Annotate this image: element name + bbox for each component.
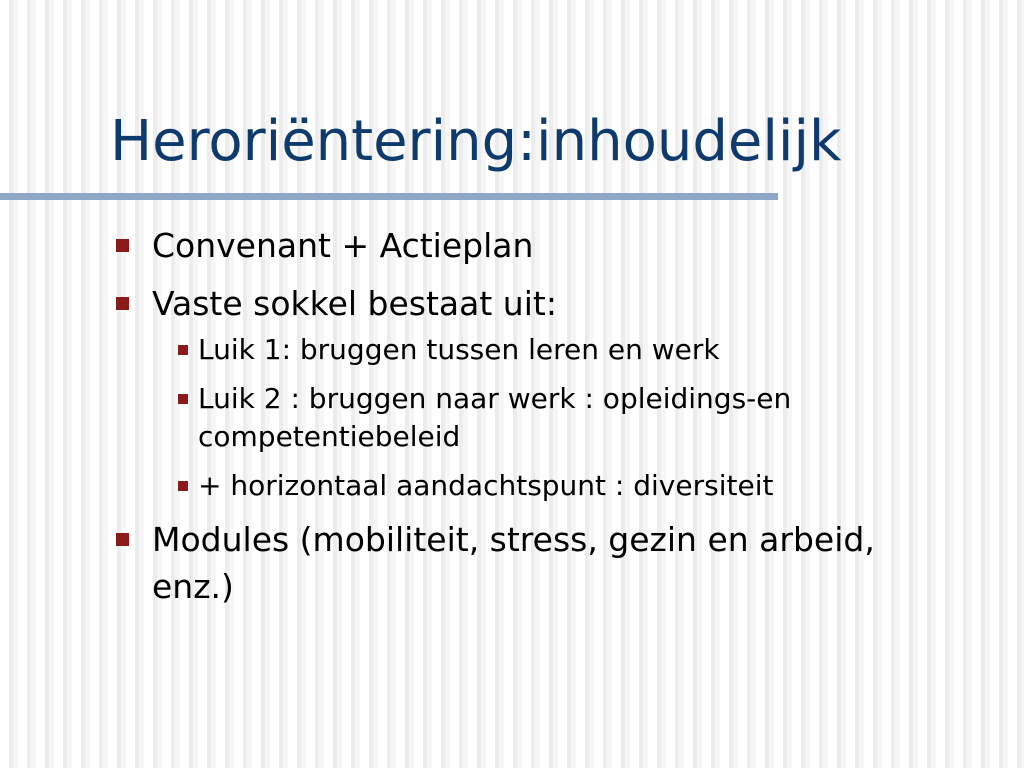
bullet-text: Convenant + Actieplan (152, 226, 534, 265)
sub-bullet-list (162, 331, 916, 505)
bullet-item (116, 516, 916, 610)
square-bullet-icon (116, 533, 129, 546)
square-bullet-icon (116, 239, 129, 252)
square-bullet-icon (178, 481, 188, 491)
bullet-text: Vaste sokkel bestaat uit: (152, 284, 557, 323)
sub-bullet-text: + horizontaal aandachtspunt : diversiteit (198, 469, 774, 502)
square-bullet-icon (178, 345, 188, 355)
bullet-list (116, 222, 916, 621)
title-divider (0, 193, 778, 200)
bullet-item (116, 280, 916, 505)
square-bullet-icon (116, 297, 129, 310)
square-bullet-icon (178, 394, 188, 404)
sub-bullet-item (162, 467, 916, 505)
slide-title: Heroriëntering:inhoudelijk (110, 109, 842, 174)
sub-bullet-text: Luik 1: bruggen tussen leren en werk (198, 333, 720, 366)
sub-bullet-item (162, 331, 916, 369)
bullet-text: Modules (mobiliteit, stress, gezin en arbeid, enz.) (152, 520, 875, 606)
sub-bullet-text: Luik 2 : bruggen naar werk : opleidings-en competentiebeleid (198, 382, 792, 453)
bullet-item (116, 222, 916, 269)
sub-bullet-item (162, 380, 916, 456)
